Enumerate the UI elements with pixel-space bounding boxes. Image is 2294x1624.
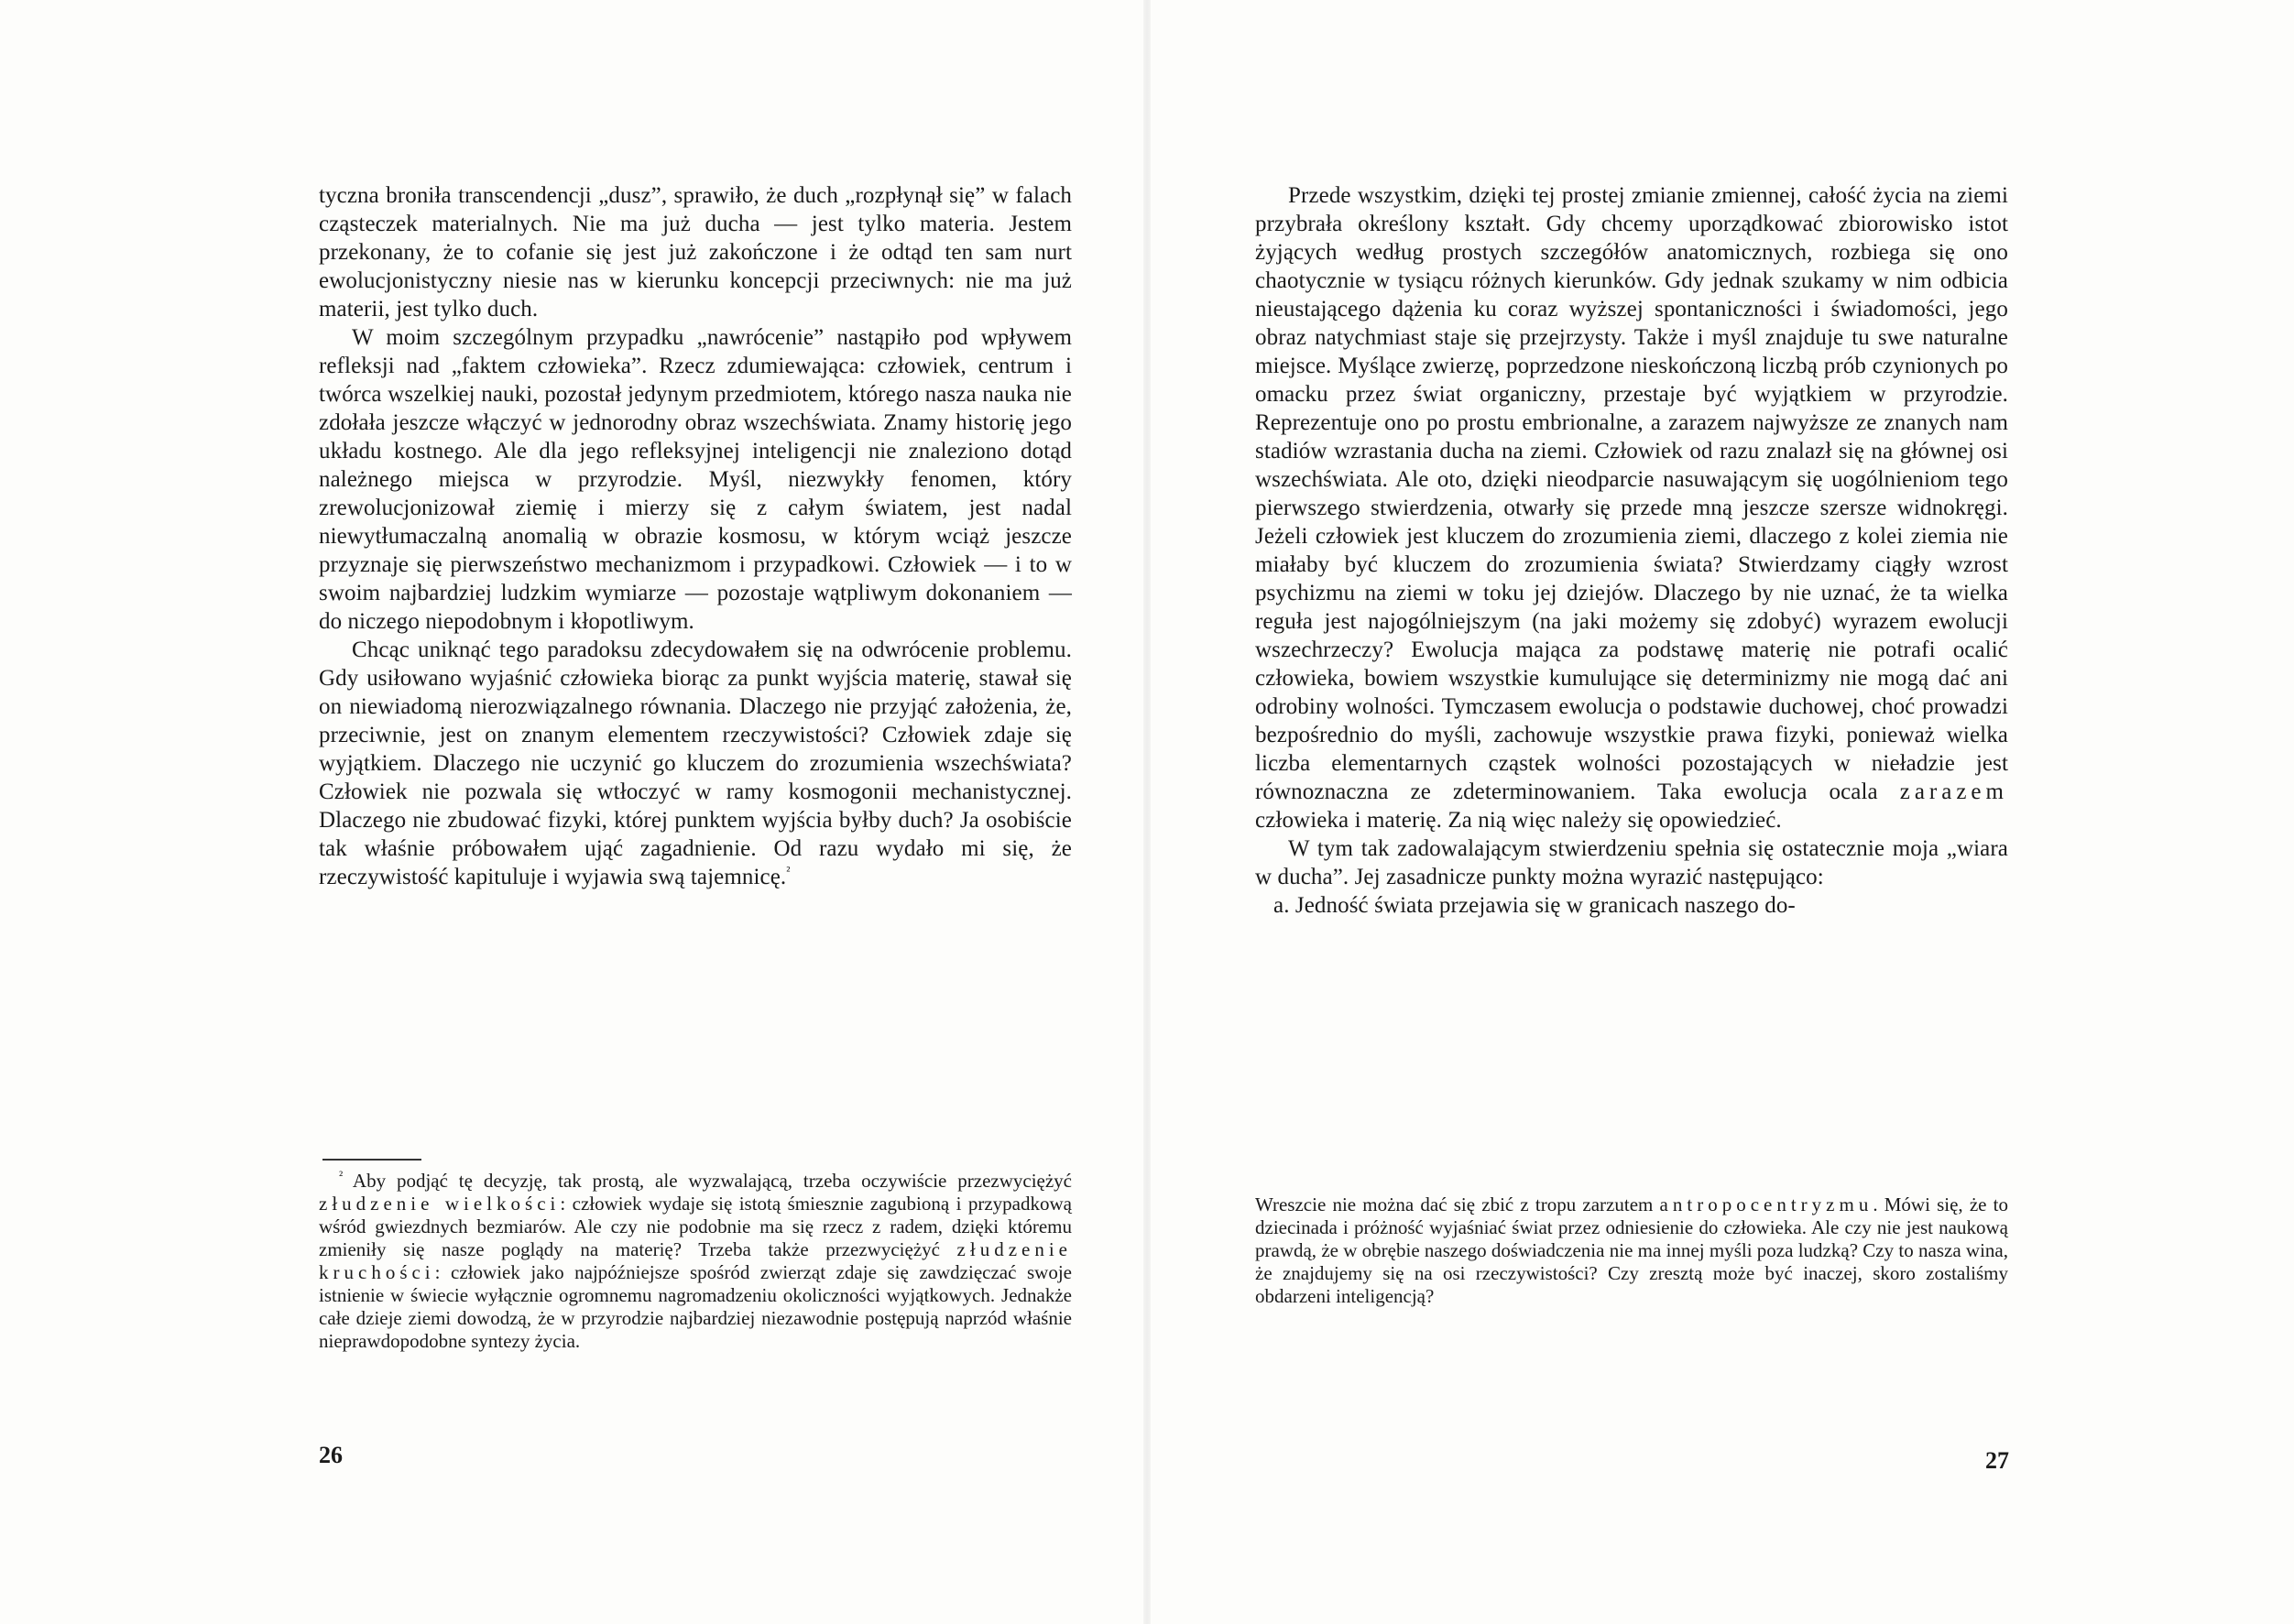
footnote-2-term1: złudzenie wielkości — [319, 1193, 561, 1215]
page-number-left: 26 — [319, 1442, 343, 1468]
footnote-2-part3: : człowiek jako najpóźniejsze spośród zwierząt zdaje się zawdzięczać swoje istnienie w świecie wyłącznie ogromnemu nagromadzeniu okoliczności wyjątkowych. Jednakże całe dzieje ziemi dowodzą, że w przyrodzie najbardziej niezawodnie postępują naprzód właśnie nieprawdopodobne syntezy życia. — [319, 1261, 1072, 1352]
footnote-ref-2: ² — [786, 865, 791, 879]
right-footnote-part1: Wreszcie nie można dać się zbić z tropu zarzutem — [1255, 1193, 1654, 1215]
footnote-2-part1: Aby podjąć tę decyzję, tak prostą, ale wyzwalającą, trzeba oczywiście przezwyciężyć — [352, 1170, 1072, 1192]
left-paragraph-2: W moim szczególnym przypadku „nawrócenie” nastąpiło pod wpływem refleksji nad „faktem człowieka”. Rzecz zdumiewająca: człowiek, centrum i twórca wszelkiej nauki, pozostał jedynym przedmiotem, którego nasza nauka nie zdołała jeszcze włączyć w jednorodny obraz wszechświata. Znamy historię jego układu kostnego. Ale dla jego refleksyjnej inteligencji nie znaleziono dotąd należnego miejsca w przyrodzie. Myśl, niezwykły fenomen, który zrewolucjonizował ziemię i mierzy się z całym światem, jest nadal niewytłumaczalną anomalią w obrazie kosmosu, w którym wciąż jeszcze przyznaje się pierwszeństwo mechanizmom i przypadkowi. Człowiek — i to w swoim najbardziej ludzkim wymiarze — pozostaje wątpliwym dokonaniem — do niczego niepodobnym i kłopotliwym. — [319, 325, 1072, 634]
right-footnote-part2: . Mówi się, że to dziecinada i próżność wyjaśniać świat przez odniesienie do człowieka. Ale czy nie jest naukową prawdą, że w obrębie naszego doświadczenia nie ma innej myśli poza ludzką? Czy to nasza wina, że znajdujemy się na osi rzeczywistości? Czy zresztą może być inaczej, skoro zostaliśmy obdarzeni inteligencją? — [1255, 1193, 2009, 1307]
right-paragraph-1-text: Przede wszystkim, dzięki tej prostej zmianie zmiennej, całość życia na ziemi przybrała określony kształt. Gdy chcemy uporządkować zbiorowisko istot żyjących według prostych szczegółów anatomicznych, rozbiega się ono chaotycznie w tysiącu różnych kierunków. Gdy jednak szukamy w nim odbicia nieustającego dążenia ku coraz wyższej spontaniczności i świadomości, jego obraz natychmiast staje się przejrzysty. Także i myśl znajduje tu swe naturalne miejsce. Myślące zwierzę, poprzedzone nieskończoną liczbą prób czynionych po omacku przez świat organiczny, przestaje być wyjątkiem w przyrodzie. Reprezentuje ono po prostu embrionalne, a zarazem najwyższe ze znanych nam stadiów wzrastania ducha na ziemi. Człowiek od razu znalazł się na głównej osi wszechświata. Ale oto, dzięki nieodparcie nasuwającym się uogólnieniom tego pierwszego stwierdzenia, otwarły się przede mną jeszcze szersze widnokręgi. Jeżeli człowiek jest kluczem do zrozumienia ziemi, dlaczego z kolei ziemia nie miałaby być kluczem do zrozumienia świata? Stwierdzamy ciągły wzrost psychizmu na ziemi w toku jej dziejów. Dlaczego by nie uznać, że ta wielka reguła jest najogólniejszym (na jaki możemy się zdobyć) wyrazem ewolucji wszechrzeczy? Ewolucja mająca za podstawę materię nie potrafi ocalić człowieka, bowiem wszystkie kumulujące się determinizmy nie mogą dać ani odrobiny wolności. Tymczasem ewolucja o podstawie duchowej, choć prowadzi bezpośrednio do myśli, zachowuje wszystkie prawa fizyki, ponieważ wielka liczba elementarnych cząstek wolności pozostających w nieładzie jest równoznaczna ze zdeterminowaniem. Taka ewolucja ocala — [1255, 183, 2008, 804]
right-footnote-term: antropocentryzmu — [1659, 1193, 1873, 1215]
left-paragraph-3-text: Chcąc uniknąć tego paradoksu zdecydowałem się na odwrócenie problemu. Gdy usiłowano wyjaśnić człowieka biorąc za punkt wyjścia materię, stawał się on niewiadomą nierozwiązalnego równania. Dlaczego nie przyjąć założenia, że, przeciwnie, jest on znanym elementem rzeczywistości? Człowiek zdaje się wyjątkiem. Dlaczego nie uczynić go kluczem do zrozumienia wszechświata? Człowiek nie pozwala się wtłoczyć w ramy kosmogonii mechanistycznej. Dlaczego nie zbudować fizyki, której punktem wyjścia byłby duch? Ja osobiście tak właśnie próbowałem ująć zagadnienie. Od razu wydało mi się, że rzeczywistość kapituluje i wyjawia swą tajemnicę. — [319, 638, 1072, 889]
right-emph-zarazem: zarazem — [1899, 779, 2008, 804]
right-page — [1147, 0, 2294, 1624]
right-list-item-a: a. Jedność świata przejawia się w granicach naszego do- — [1273, 893, 1796, 918]
left-column — [319, 181, 1072, 891]
footnote-2-marker: ² — [339, 1170, 344, 1183]
left-footnote — [319, 1159, 1072, 1353]
right-paragraph-2: W tym tak zadowalającym stwierdzeniu spełnia się ostatecznie moja „wiara w ducha”. Jej zasadnicze punkty można wyrazić następująco: — [1255, 836, 2008, 889]
footnote-2-term2: złudzenie kruchości — [319, 1238, 1072, 1283]
right-paragraph-1-end: człowieka i materię. Za nią więc należy się opowiedzieć. — [1255, 808, 1782, 833]
left-paragraph-3 — [319, 636, 1072, 891]
footnote-2-text — [319, 1170, 1072, 1353]
footnote-2-part2: : człowiek wydaje się istotą śmiesznie zagubioną i przypadkową wśród gwiezdnych bezmiarów. Ale czy nie podobnie ma się rzecz z radem, dzięki któremu zmieniły się nasze poglądy na materię? Trzeba także przezwyciężyć — [319, 1193, 1072, 1260]
right-paragraph-1 — [1255, 181, 2008, 834]
right-footnote — [1255, 1193, 2008, 1308]
right-column — [1255, 181, 2008, 920]
page-number-right: 27 — [1985, 1447, 2009, 1474]
footnote-rule — [322, 1159, 421, 1161]
right-footnote-text — [1255, 1193, 2008, 1308]
left-paragraph-1: tyczna broniła transcendencji „dusz”, sprawiło, że duch „rozpłynął się” w falach cząsteczek materialnych. Nie ma już ducha — jest tylko materia. Jestem przekonany, że to cofanie się jest już zakończone i że odtąd ten sam nurt ewolucjonistyczny niesie nas w kierunku koncepcji przeciwnych: nie ma już materii, jest tylko duch. — [319, 183, 1072, 322]
